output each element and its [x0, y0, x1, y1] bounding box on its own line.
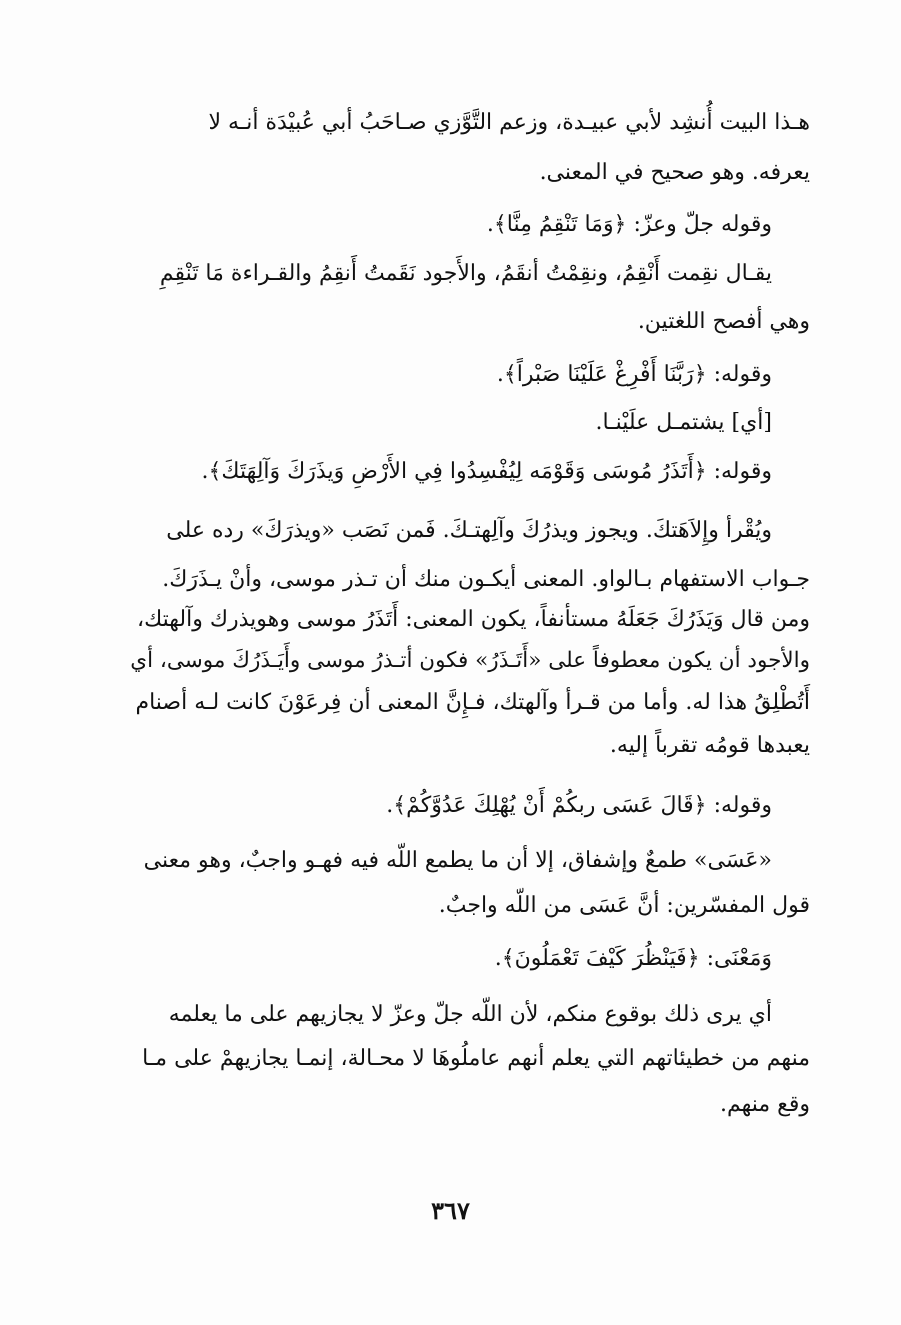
page-number: ٣٦٧: [431, 1196, 470, 1225]
text-line: أي يرى ذلك بوقوع منكم، لأن اللّه جلّ وعزّ لا يجازيهم على ما يعلمه: [168, 1002, 772, 1027]
text-line: وقوله جلّ وعزّ: ﴿وَمَا تَنْقِمُ مِنَّا﴾.: [486, 212, 772, 237]
text-line: وقوله: ﴿قَالَ عَسَى ربكُمْ أَنْ يُهْلِكَ عَدُوَّكُمْ﴾.: [386, 793, 772, 818]
text-line: وهي أفصح اللغتين.: [637, 309, 810, 334]
text-line: جـواب الاستفهام بـالواو. المعنى أيكـون منك أن تـذر موسى، وأنْ يـذَرَكَ.: [162, 567, 810, 592]
text-line: ومن قال وَيَذَرُكَ جَعَلَهُ مستأنفاً، يكون المعنى: أَتَذَرُ موسى وهويذرك وآلهتك،: [137, 607, 810, 632]
text-line: هـذا البيت أُنشِد لأبي عبيـدة، وزعم التَّوَّزي صـاحَبُ أبي عُبيْدَة أنـه لا: [208, 110, 810, 135]
text-line: وقع منهم.: [719, 1092, 810, 1117]
text-line: وقوله: ﴿رَبَّنَا أَفْرِغْ عَلَيْنَا صَبْراً﴾.: [496, 362, 772, 387]
text-line: ويُقْرأ وإِلاَهَتكَ. ويجوز ويذرُكَ وآلِهتـكَ. فَمن نَصَب «ويذرَكَ» رده على: [166, 518, 772, 543]
text-line: «عَسَى» طمعٌ وإشفاق، إلا أن ما يطمع اللّه فيه فهـو واجبٌ، وهو معنى: [143, 848, 772, 873]
body-text: [130, 0, 810, 1180]
text-line: يعبدها قومُه تقرباً إليه.: [609, 733, 810, 758]
text-line: أَتُطْلِقُ هذا له. وأما من قـرأ وآلهتك، فـإِنَّ المعنى أن فِرعَوْنَ كانت لـه أصنام: [135, 690, 810, 715]
text-line: يقـال نقِمت أَنْقِمُ، ونقِمْتُ أنقَمُ، والأَجود نَقَمتُ أَنقِمُ والقـراءة مَا تَنْقِمِ: [159, 261, 772, 286]
text-line: منهم من خطيئاتهم التي يعلم أنهم عاملُوهَا لا محـالة، إنمـا يجازيهمْ على مـا: [142, 1046, 810, 1071]
text-line: وَمَعْنَى: ﴿فَيَنْظُرَ كَيْفَ تَعْمَلُونَ﴾.: [494, 946, 772, 971]
text-line: وقوله: ﴿أَتَذَرُ مُوسَى وَقَوْمَه لِيُفْسِدُوا فِي الأَرْضِ وَيذَرَكَ وَآلِهَتَكَ﴾.: [201, 459, 772, 484]
text-line: [أي] يشتمـل علَيْنـا.: [595, 410, 772, 435]
text-line: قول المفسّرين: أنَّ عَسَى من اللّه واجبٌ.: [438, 893, 810, 918]
text-line: والأجود أن يكون معطوفاً على «أَتَـذَرُ» فكون أتـذرُ موسى وأَيَـذَرُكَ موسى، أي: [130, 648, 810, 673]
text-line: يعرفه. وهو صحيح في المعنى.: [539, 160, 810, 185]
